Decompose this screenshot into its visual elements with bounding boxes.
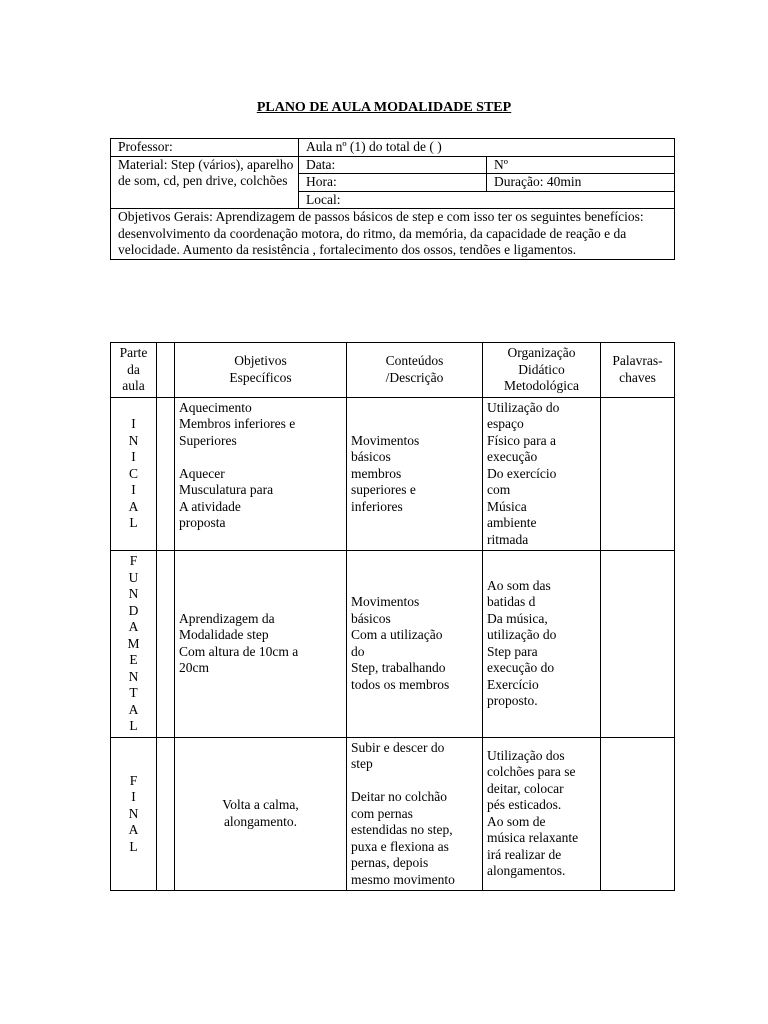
spacer-cell xyxy=(157,737,175,891)
palavras-inicial xyxy=(601,397,675,551)
col-parte-header: Parte da aula xyxy=(111,343,157,398)
data-label: Data: xyxy=(299,156,487,174)
conteudos-fundamental: Movimentos básicos Com a utilização do Step, trabalhando todos os membros xyxy=(347,551,483,738)
col-organizacao-header: Organização Didático Metodológica xyxy=(483,343,601,398)
local-label: Local: xyxy=(299,191,675,209)
parte-final: F I N A L xyxy=(111,737,157,891)
material-label: Material: Step (vários), aparelho de som, cd, pen drive, colchões xyxy=(111,156,299,209)
numero-label: Nº xyxy=(487,156,675,174)
header-table xyxy=(110,138,675,260)
objetivos-fundamental: Aprendizagem da Modalidade step Com altura de 10cm a 20cm xyxy=(175,551,347,738)
table-row xyxy=(111,737,675,891)
parte-inicial: I N I C I A L xyxy=(111,397,157,551)
objetivos-gerais: Objetivos Gerais: Aprendizagem de passos básicos de step e com isso ter os seguintes benefícios: desenvolvimento da coordenação motora, do ritmo, da memória, da capacidade de reação e da velocidade. Aumento da resistência , fortalecimento dos ossos, tendões e ligamentos. xyxy=(111,209,675,260)
organizacao-fundamental: Ao som das batidas d Da música, utilização do Step para execução do Exercício proposto. xyxy=(483,551,601,738)
conteudos-inicial: Movimentos básicos membros superiores e inferiores xyxy=(347,397,483,551)
duracao-label: Duração: 40min xyxy=(487,174,675,192)
parte-fundamental: F U N D A M E N T A L xyxy=(111,551,157,738)
table-row xyxy=(111,397,675,551)
conteudos-final: Subir e descer do step Deitar no colchão com pernas estendidas no step, puxa e flexiona as pernas, depois mesmo movimento xyxy=(347,737,483,891)
organizacao-final: Utilização dos colchões para se deitar, colocar pés esticados. Ao som de música relaxante irá realizar de alongamentos. xyxy=(483,737,601,891)
spacer-cell xyxy=(157,551,175,738)
palavras-fundamental xyxy=(601,551,675,738)
spacer-cell xyxy=(157,397,175,551)
professor-label: Professor: xyxy=(111,139,299,157)
palavras-final xyxy=(601,737,675,891)
col-palavras-header: Palavras- chaves xyxy=(601,343,675,398)
hora-label: Hora: xyxy=(299,174,487,192)
aula-label: Aula nº (1) do total de ( ) xyxy=(299,139,675,157)
col-conteudos-header: Conteúdos /Descrição xyxy=(347,343,483,398)
table-row xyxy=(111,551,675,738)
spacer-cell xyxy=(157,343,175,398)
plan-table xyxy=(110,342,675,891)
organizacao-inicial: Utilização do espaço Físico para a execução Do exercício com Música ambiente ritmada xyxy=(483,397,601,551)
document-title: PLANO DE AULA MODALIDADE STEP xyxy=(256,100,512,115)
col-objetivos-header: Objetivos Específicos xyxy=(175,343,347,398)
objetivos-inicial: Aquecimento Membros inferiores e Superiores Aquecer Musculatura para A atividade proposta xyxy=(175,397,347,551)
objetivos-final: Volta a calma, alongamento. xyxy=(175,737,347,891)
